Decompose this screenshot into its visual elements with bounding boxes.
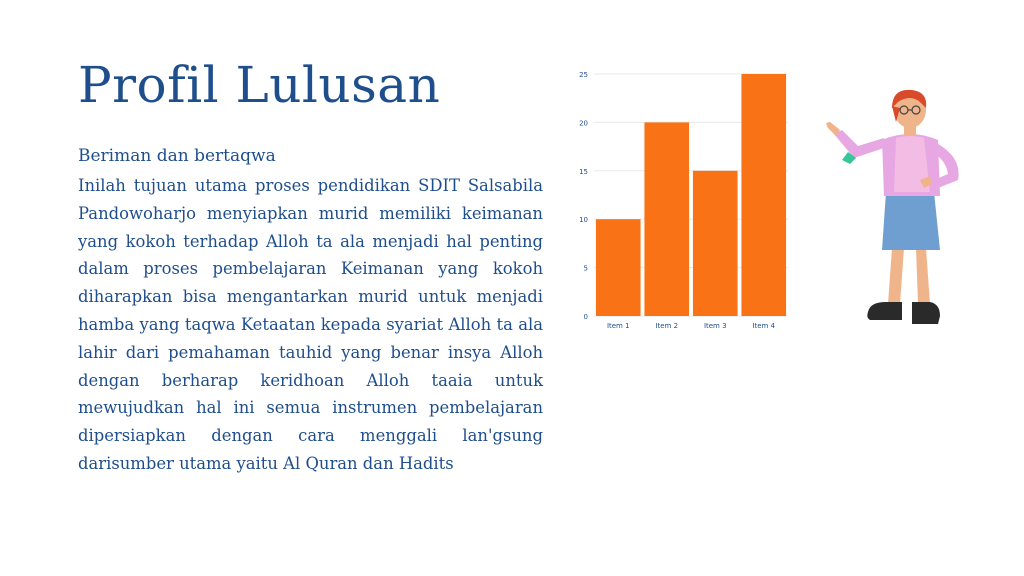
y-tick-label: 25 [579, 71, 588, 79]
x-tick-label: Item 3 [703, 322, 727, 330]
presenter-woman-icon [820, 88, 970, 328]
y-tick-label: 15 [579, 167, 588, 176]
page-title: Profil Lulusan [78, 56, 441, 114]
y-tick-label: 0 [583, 313, 588, 321]
bar [644, 122, 689, 316]
bar-chart [570, 62, 790, 337]
y-tick-label: 20 [579, 119, 588, 128]
bar [693, 171, 738, 316]
x-tick-label: Item 2 [655, 322, 679, 330]
y-tick-label: 5 [583, 264, 588, 273]
bar [741, 74, 786, 316]
bar [596, 219, 641, 316]
y-tick-label: 10 [579, 216, 588, 225]
section-subtitle: Beriman dan bertaqwa [78, 146, 276, 166]
x-tick-label: Item 1 [606, 322, 630, 330]
body-paragraph: Inilah tujuan utama proses pendidikan SDIT Salsabila Pandowoharjo menyiapkan murid memiliki keimanan yang kokoh terhadap Alloh ta ala menjadi hal penting dalam proses pembelajaran Keimanan yang kokoh diharapkan bisa mengantarkan murid untuk menjadi hamba yang taqwa Ketaatan kepada syariat Alloh ta ala lahir dari pemahaman tauhid yang benar insya Alloh dengan berharap keridhoan Alloh taaia untuk mewujudkan hal ini semua instrumen pembelajaran dipersiapkan dengan cara menggali lan'gsung darisumber utama yaitu Al Quran dan Hadits [78, 176, 543, 473]
x-tick-label: Item 4 [752, 322, 776, 330]
